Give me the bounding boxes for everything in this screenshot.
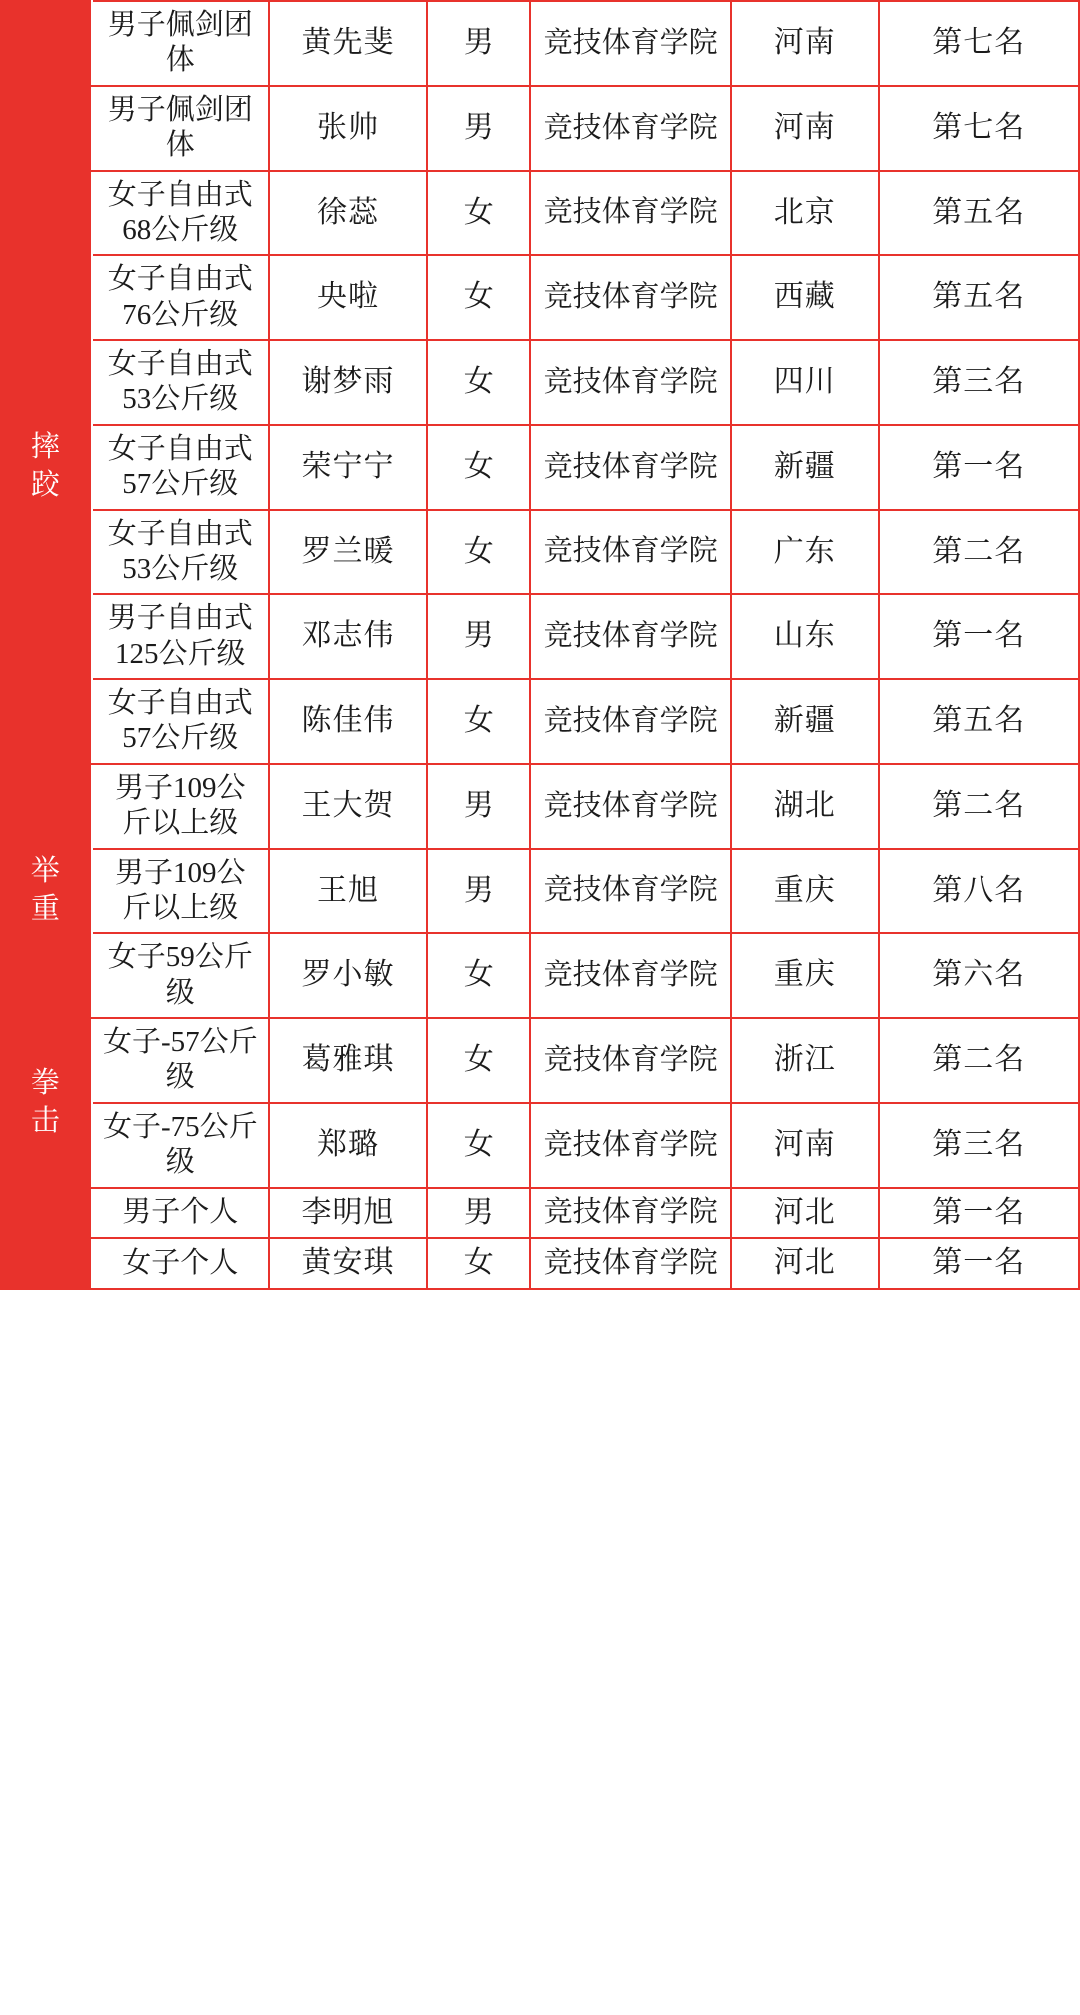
school-cell: 竞技体育学院 <box>530 1 730 86</box>
table-row <box>1 255 1079 340</box>
event-cell: 男子个人 <box>92 1188 269 1239</box>
rank-cell: 第二名 <box>879 510 1079 595</box>
rank-cell: 第五名 <box>879 171 1079 256</box>
sport-category-label: 拳击 <box>30 1067 62 1137</box>
region-cell: 河南 <box>731 1103 879 1188</box>
table-row <box>1 849 1079 934</box>
rank-cell: 第二名 <box>879 1018 1079 1103</box>
school-cell: 竞技体育学院 <box>530 1103 730 1188</box>
table-row <box>1 510 1079 595</box>
athlete-name-cell: 谢梦雨 <box>269 340 427 425</box>
sport-category-cell <box>1 1188 92 1239</box>
rank-cell: 第一名 <box>879 594 1079 679</box>
school-cell: 竞技体育学院 <box>530 171 730 256</box>
table-row <box>1 1238 1079 1289</box>
event-cell: 女子自由式68公斤级 <box>92 171 269 256</box>
gender-cell: 女 <box>427 255 530 340</box>
athlete-name-cell: 荣宁宁 <box>269 425 427 510</box>
sport-category-label: 摔跤 <box>30 431 62 502</box>
sport-category-cell <box>1 1018 92 1188</box>
sport-category-label: 举重 <box>30 855 62 925</box>
region-cell: 湖北 <box>731 764 879 849</box>
gender-cell: 男 <box>427 1188 530 1239</box>
gender-cell: 女 <box>427 425 530 510</box>
gender-cell: 女 <box>427 340 530 425</box>
table-row <box>1 679 1079 764</box>
school-cell: 竞技体育学院 <box>530 764 730 849</box>
table-row <box>1 340 1079 425</box>
school-cell: 竞技体育学院 <box>530 340 730 425</box>
athlete-name-cell: 央啦 <box>269 255 427 340</box>
rank-cell: 第二名 <box>879 764 1079 849</box>
event-cell: 男子109公斤以上级 <box>92 764 269 849</box>
region-cell: 河北 <box>731 1238 879 1289</box>
region-cell: 西藏 <box>731 255 879 340</box>
rank-cell: 第一名 <box>879 425 1079 510</box>
athlete-name-cell: 罗兰暖 <box>269 510 427 595</box>
event-cell: 女子自由式53公斤级 <box>92 510 269 595</box>
gender-cell: 男 <box>427 1 530 86</box>
school-cell: 竞技体育学院 <box>530 679 730 764</box>
rank-cell: 第三名 <box>879 340 1079 425</box>
table-row <box>1 1 1079 86</box>
rank-cell: 第一名 <box>879 1238 1079 1289</box>
athlete-name-cell: 李明旭 <box>269 1188 427 1239</box>
athlete-name-cell: 徐蕊 <box>269 171 427 256</box>
athlete-name-cell: 陈佳伟 <box>269 679 427 764</box>
rank-cell: 第七名 <box>879 1 1079 86</box>
region-cell: 浙江 <box>731 1018 879 1103</box>
gender-cell: 女 <box>427 933 530 1018</box>
athlete-name-cell: 王大贺 <box>269 764 427 849</box>
event-cell: 女子个人 <box>92 1238 269 1289</box>
region-cell: 新疆 <box>731 679 879 764</box>
sport-category-cell <box>1 86 92 171</box>
region-cell: 重庆 <box>731 933 879 1018</box>
sport-category-cell <box>1 1238 92 1289</box>
sport-category-cell <box>1 171 92 764</box>
rank-cell: 第五名 <box>879 255 1079 340</box>
table-row <box>1 1188 1079 1239</box>
table-row <box>1 933 1079 1018</box>
region-cell: 四川 <box>731 340 879 425</box>
region-cell: 河南 <box>731 1 879 86</box>
athlete-name-cell: 葛雅琪 <box>269 1018 427 1103</box>
gender-cell: 女 <box>427 1103 530 1188</box>
gender-cell: 男 <box>427 86 530 171</box>
school-cell: 竞技体育学院 <box>530 86 730 171</box>
table-row <box>1 1103 1079 1188</box>
rank-cell: 第一名 <box>879 1188 1079 1239</box>
school-cell: 竞技体育学院 <box>530 1238 730 1289</box>
athlete-name-cell: 郑璐 <box>269 1103 427 1188</box>
table-row <box>1 594 1079 679</box>
event-cell: 女子-75公斤级 <box>92 1103 269 1188</box>
region-cell: 广东 <box>731 510 879 595</box>
gender-cell: 女 <box>427 1018 530 1103</box>
table-row <box>1 425 1079 510</box>
gender-cell: 女 <box>427 171 530 256</box>
event-cell: 女子自由式53公斤级 <box>92 340 269 425</box>
event-cell: 女子自由式76公斤级 <box>92 255 269 340</box>
rank-cell: 第六名 <box>879 933 1079 1018</box>
school-cell: 竞技体育学院 <box>530 1018 730 1103</box>
event-cell: 男子109公斤以上级 <box>92 849 269 934</box>
region-cell: 山东 <box>731 594 879 679</box>
event-cell: 男子佩剑团体 <box>92 1 269 86</box>
school-cell: 竞技体育学院 <box>530 510 730 595</box>
athlete-name-cell: 黄先斐 <box>269 1 427 86</box>
athlete-name-cell: 张帅 <box>269 86 427 171</box>
results-table-body <box>1 1 1079 1289</box>
athlete-name-cell: 黄安琪 <box>269 1238 427 1289</box>
sport-category-cell <box>1 764 92 1018</box>
school-cell: 竞技体育学院 <box>530 255 730 340</box>
gender-cell: 男 <box>427 849 530 934</box>
event-cell: 女子-57公斤级 <box>92 1018 269 1103</box>
school-cell: 竞技体育学院 <box>530 594 730 679</box>
school-cell: 竞技体育学院 <box>530 1188 730 1239</box>
gender-cell: 女 <box>427 510 530 595</box>
region-cell: 河南 <box>731 86 879 171</box>
school-cell: 竞技体育学院 <box>530 849 730 934</box>
school-cell: 竞技体育学院 <box>530 933 730 1018</box>
region-cell: 北京 <box>731 171 879 256</box>
school-cell: 竞技体育学院 <box>530 425 730 510</box>
table-row <box>1 171 1079 256</box>
athlete-name-cell: 王旭 <box>269 849 427 934</box>
gender-cell: 男 <box>427 594 530 679</box>
gender-cell: 女 <box>427 679 530 764</box>
rank-cell: 第八名 <box>879 849 1079 934</box>
event-cell: 女子自由式57公斤级 <box>92 425 269 510</box>
event-cell: 女子59公斤级 <box>92 933 269 1018</box>
sport-category-cell <box>1 1 92 86</box>
rank-cell: 第五名 <box>879 679 1079 764</box>
table-row <box>1 86 1079 171</box>
gender-cell: 男 <box>427 764 530 849</box>
region-cell: 重庆 <box>731 849 879 934</box>
table-row <box>1 764 1079 849</box>
event-cell: 男子佩剑团体 <box>92 86 269 171</box>
rank-cell: 第三名 <box>879 1103 1079 1188</box>
region-cell: 河北 <box>731 1188 879 1239</box>
table-row <box>1 1018 1079 1103</box>
gender-cell: 女 <box>427 1238 530 1289</box>
region-cell: 新疆 <box>731 425 879 510</box>
event-cell: 男子自由式125公斤级 <box>92 594 269 679</box>
athlete-name-cell: 邓志伟 <box>269 594 427 679</box>
athlete-name-cell: 罗小敏 <box>269 933 427 1018</box>
event-cell: 女子自由式57公斤级 <box>92 679 269 764</box>
rank-cell: 第七名 <box>879 86 1079 171</box>
